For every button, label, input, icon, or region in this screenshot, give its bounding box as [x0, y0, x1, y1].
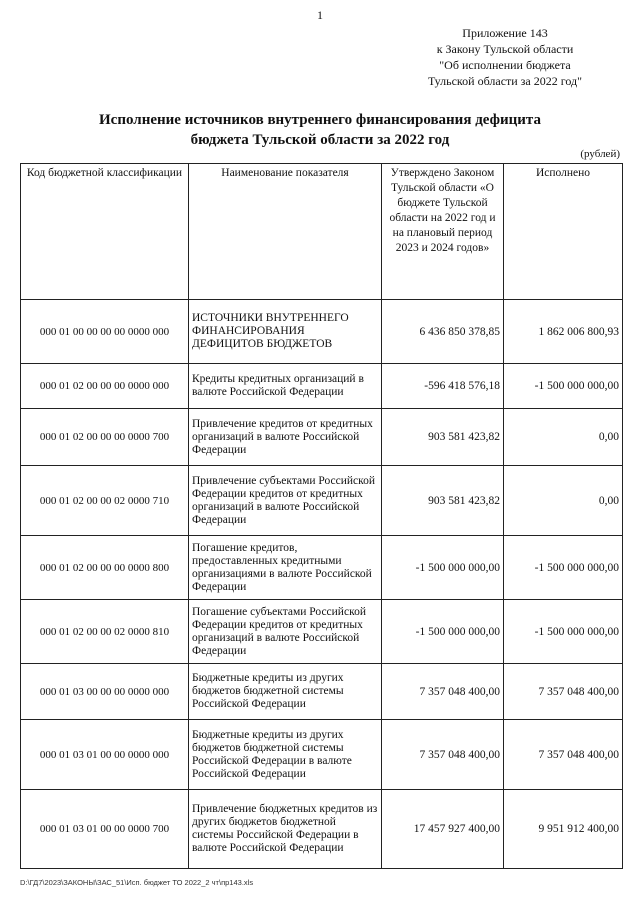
- row-approved: 7 357 048 400,00: [382, 664, 504, 720]
- row-name: Кредиты кредитных организаций в валюте Российской Федерации: [189, 364, 382, 409]
- row-code: 000 01 02 00 00 00 0000 000: [21, 364, 189, 409]
- row-approved: 903 581 423,82: [382, 466, 504, 536]
- table-row: [21, 536, 623, 600]
- row-approved: 7 357 048 400,00: [382, 720, 504, 790]
- row-executed: -1 500 000 000,00: [504, 364, 623, 409]
- appendix-note: [405, 25, 605, 89]
- row-executed: 1 862 006 800,93: [504, 300, 623, 364]
- document-title: [60, 110, 580, 150]
- row-approved: -1 500 000 000,00: [382, 536, 504, 600]
- table-row: [21, 664, 623, 720]
- row-executed: 0,00: [504, 466, 623, 536]
- title-line-1: Исполнение источников внутреннего финансирования дефицита: [99, 112, 541, 128]
- table-row: [21, 364, 623, 409]
- file-path-footer: D:\ГД7\2023\ЗАКОНЫ\ЗАС_51\Исп. бюджет ТО 2022_2 чт\пр143.xls: [20, 878, 254, 887]
- appendix-line-1: Приложение 143: [462, 26, 548, 40]
- row-code: 000 01 02 00 00 02 0000 810: [21, 600, 189, 664]
- row-name: ИСТОЧНИКИ ВНУТРЕННЕГО ФИНАНСИРОВАНИЯ ДЕФИЦИТОВ БЮДЖЕТОВ: [189, 300, 382, 364]
- row-executed: 9 951 912 400,00: [504, 790, 623, 869]
- page-number: 1: [317, 8, 323, 22]
- row-code: 000 01 00 00 00 00 0000 000: [21, 300, 189, 364]
- row-executed: 7 357 048 400,00: [504, 720, 623, 790]
- appendix-line-3: "Об исполнении бюджета: [439, 58, 571, 72]
- header-executed: Исполнено: [504, 164, 623, 300]
- table-header-row: [21, 164, 623, 300]
- row-name: Бюджетные кредиты из других бюджетов бюджетной системы Российской Федерации в валюте Российской Федерации: [189, 720, 382, 790]
- row-name: Привлечение субъектами Российской Федерации кредитов от кредитных организаций в валюте Российской Федерации: [189, 466, 382, 536]
- row-code: 000 01 02 00 00 02 0000 710: [21, 466, 189, 536]
- table-row: [21, 790, 623, 869]
- row-code: 000 01 03 00 00 00 0000 000: [21, 664, 189, 720]
- table-row: [21, 300, 623, 364]
- row-approved: 17 457 927 400,00: [382, 790, 504, 869]
- row-executed: -1 500 000 000,00: [504, 536, 623, 600]
- table-row: [21, 600, 623, 664]
- row-name: Привлечение кредитов от кредитных организаций в валюте Российской Федерации: [189, 409, 382, 466]
- row-code: 000 01 02 00 00 00 0000 700: [21, 409, 189, 466]
- row-code: 000 01 03 01 00 00 0000 700: [21, 790, 189, 869]
- header-name: Наименование показателя: [189, 164, 382, 300]
- title-line-2: бюджета Тульской области за 2022 год: [190, 132, 450, 148]
- units-label: (рублей): [580, 148, 620, 160]
- financing-sources-table: [20, 163, 623, 869]
- row-name: Погашение субъектами Российской Федерации кредитов от кредитных организаций в валюте Российской Федерации: [189, 600, 382, 664]
- table-row: [21, 720, 623, 790]
- row-approved: -1 500 000 000,00: [382, 600, 504, 664]
- row-code: 000 01 02 00 00 00 0000 800: [21, 536, 189, 600]
- row-approved: 903 581 423,82: [382, 409, 504, 466]
- row-name: Привлечение бюджетных кредитов из других бюджетов бюджетной системы Российской Федерации в валюте Российской Федерации: [189, 790, 382, 869]
- row-code: 000 01 03 01 00 00 0000 000: [21, 720, 189, 790]
- row-name: Погашение кредитов, предоставленных кредитными организациями в валюте Российской Федерации: [189, 536, 382, 600]
- header-approved: Утверждено Законом Тульской области «О бюджете Тульской области на 2022 год и на плановый период 2023 и 2024 годов»: [382, 164, 504, 300]
- row-executed: 7 357 048 400,00: [504, 664, 623, 720]
- row-approved: -596 418 576,18: [382, 364, 504, 409]
- appendix-line-4: Тульской области за 2022 год": [427, 74, 583, 88]
- table-row: [21, 409, 623, 466]
- row-name: Бюджетные кредиты из других бюджетов бюджетной системы Российской Федерации: [189, 664, 382, 720]
- table-row: [21, 466, 623, 536]
- row-approved: 6 436 850 378,85: [382, 300, 504, 364]
- row-executed: 0,00: [504, 409, 623, 466]
- appendix-line-2: к Закону Тульской области: [436, 42, 574, 56]
- header-code: Код бюджетной классификации: [21, 164, 189, 300]
- row-executed: -1 500 000 000,00: [504, 600, 623, 664]
